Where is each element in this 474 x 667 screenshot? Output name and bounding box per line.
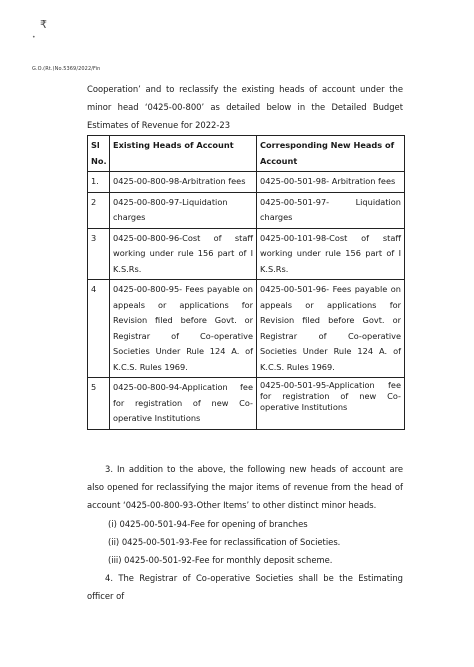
cell-serial: 2 xyxy=(88,192,110,228)
table-row xyxy=(88,378,405,430)
cell-new-head: 0425-00-501-98- Arbitration fees xyxy=(257,172,405,193)
page-corner-mark: ₹ xyxy=(40,18,47,31)
cell-existing-head: 0425-00-800-94-Application fee for registration of new Co-operative Institutions xyxy=(110,378,257,430)
table-row xyxy=(88,192,405,228)
header-serial-no: Sl No. xyxy=(88,136,110,172)
cell-serial: 4 xyxy=(88,280,110,378)
cell-existing-head: 0425-00-800-98-Arbitration fees xyxy=(110,172,257,193)
new-head-item: (iii) 0425-00-501-92-Fee for monthly deposit scheme. xyxy=(108,555,333,565)
cell-existing-head: 0425-00-800-97-Liquidation charges xyxy=(110,192,257,228)
cell-new-head: 0425-00-501-95-Application fee for registration of new Co-operative Institutions xyxy=(257,378,405,430)
cell-existing-head: 0425-00-800-95- Fees payable on appeals or applications for Revision filed before Govt. or Registrar of Co-operative Societies Under Rule 124 A. of K.C.S. Rules 1969. xyxy=(110,280,257,378)
paragraph-4: 4. The Registrar of Co-operative Societies shall be the Estimating officer of xyxy=(87,573,403,601)
cell-serial: 1. xyxy=(88,172,110,193)
table-row xyxy=(88,280,405,378)
table-header-row xyxy=(88,136,405,172)
cell-new-head: 0425-00-101-98-Cost of staff working under rule 156 part of I K.S.Rs. xyxy=(257,228,405,280)
cell-serial: 3 xyxy=(88,228,110,280)
cell-new-head: 0425-00-501-97- Liquidation charges xyxy=(257,192,405,228)
cell-existing-head: 0425-00-800-96-Cost of staff working under rule 156 part of I K.S.Rs. xyxy=(110,228,257,280)
table-row xyxy=(88,172,405,193)
table-row xyxy=(88,228,405,280)
government-order-reference: G.O.(Rt.)No.5369/2022/Fin xyxy=(32,66,101,72)
heads-of-account-table xyxy=(87,135,405,430)
new-head-item: (i) 0425-00-501-94-Fee for opening of branches xyxy=(108,519,308,529)
page-corner-dot: • xyxy=(32,34,36,41)
new-head-item: (ii) 0425-00-501-93-Fee for reclassification of Societies. xyxy=(108,537,341,547)
intro-paragraph: Cooperation’ and to reclassify the existing heads of account under the minor head ‘0425-00-800’ as detailed below in the Detailed Budget Estimates of Revenue for 2022-23 xyxy=(87,84,403,130)
cell-new-head: 0425-00-501-96- Fees payable on appeals or applications for Revision filed before Govt. or Registrar of Co-operative Societies Under Rule 124 A. of K.C.S. Rules 1969. xyxy=(257,280,405,378)
cell-serial: 5 xyxy=(88,378,110,430)
paragraph-3: 3. In addition to the above, the following new heads of account are also opened for reclassifying the major items of revenue from the head of account ‘0425-00-800-93-Other Items’ to other distinct minor heads. xyxy=(87,464,403,510)
header-existing-heads: Existing Heads of Account xyxy=(110,136,257,172)
header-new-heads: Corresponding New Heads of Account xyxy=(257,136,405,172)
